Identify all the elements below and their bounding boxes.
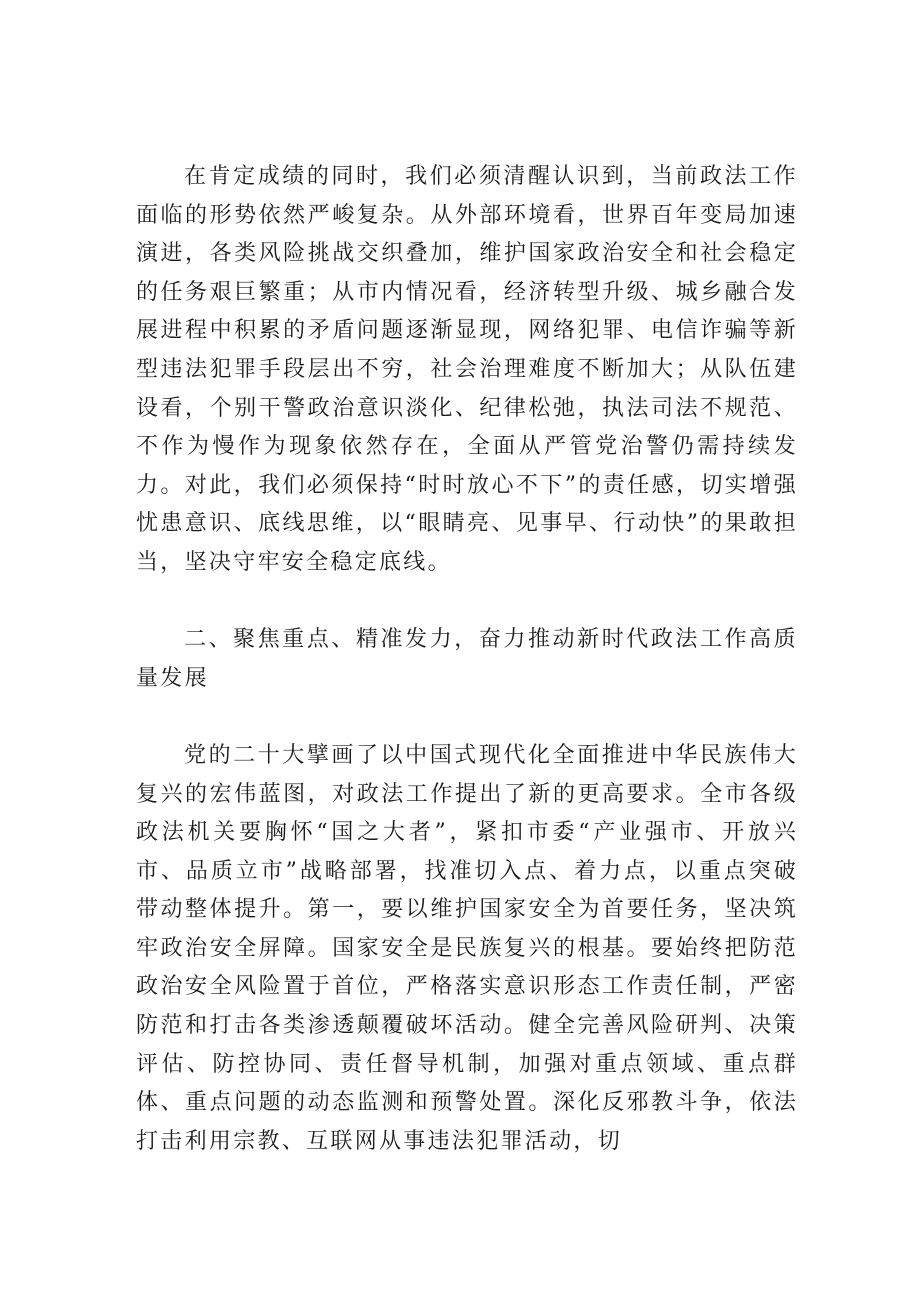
paragraph-key-tasks: 党的二十大擘画了以中国式现代化全面推进中华民族伟大复兴的宏伟蓝图，对政法工作提出了新的更高要求。全市各级政法机关要胸怀“国之大者”，紧扣市委“产业强市、开放兴市、品质立市”战略部署，找准切入点、着力点，以重点突破带动整体提升。第一，要以维护国家安全为首要任务，坚决筑牢政治安全屏障。国家安全是民族复兴的根基。要始终把防范政治安全风险置于首位，严格落实意识形态工作责任制，严密防范和打击各类渗透颠覆破坏活动。健全完善风险研判、决策评估、防控协同、责任督导机制，加强对重点领域、重点群体、重点问题的动态监测和预警处置。深化反邪教斗争，依法打击利用宗教、互联网从事违法犯罪活动，切 (136, 742, 798, 1154)
section-heading-two: 二、聚焦重点、精准发力，奋力推动新时代政法工作高质量发展 (136, 627, 798, 691)
paragraph-situation-analysis: 在肯定成绩的同时，我们必须清醒认识到，当前政法工作面临的形势依然严峻复杂。从外部环境看，世界百年变局加速演进，各类风险挑战交织叠加，维护国家政治安全和社会稳定的任务艰巨繁重；从市内情况看，经济转型升级、城乡融合发展进程中积累的矛盾问题逐渐显现，网络犯罪、电信诈骗等新型违法犯罪手段层出不穷，社会治理难度不断加大；从队伍建设看，个别干警政治意识淡化、纪律松弛，执法司法不规范、不作为慢作为现象依然存在，全面从严管党治警仍需持续发力。对此，我们必须保持“时时放心不下”的责任感，切实增强忧患意识、底线思维，以“眼睛亮、见事早、行动快”的果敢担当，坚决守牢安全稳定底线。 (136, 164, 798, 575)
document-body (136, 158, 798, 1161)
